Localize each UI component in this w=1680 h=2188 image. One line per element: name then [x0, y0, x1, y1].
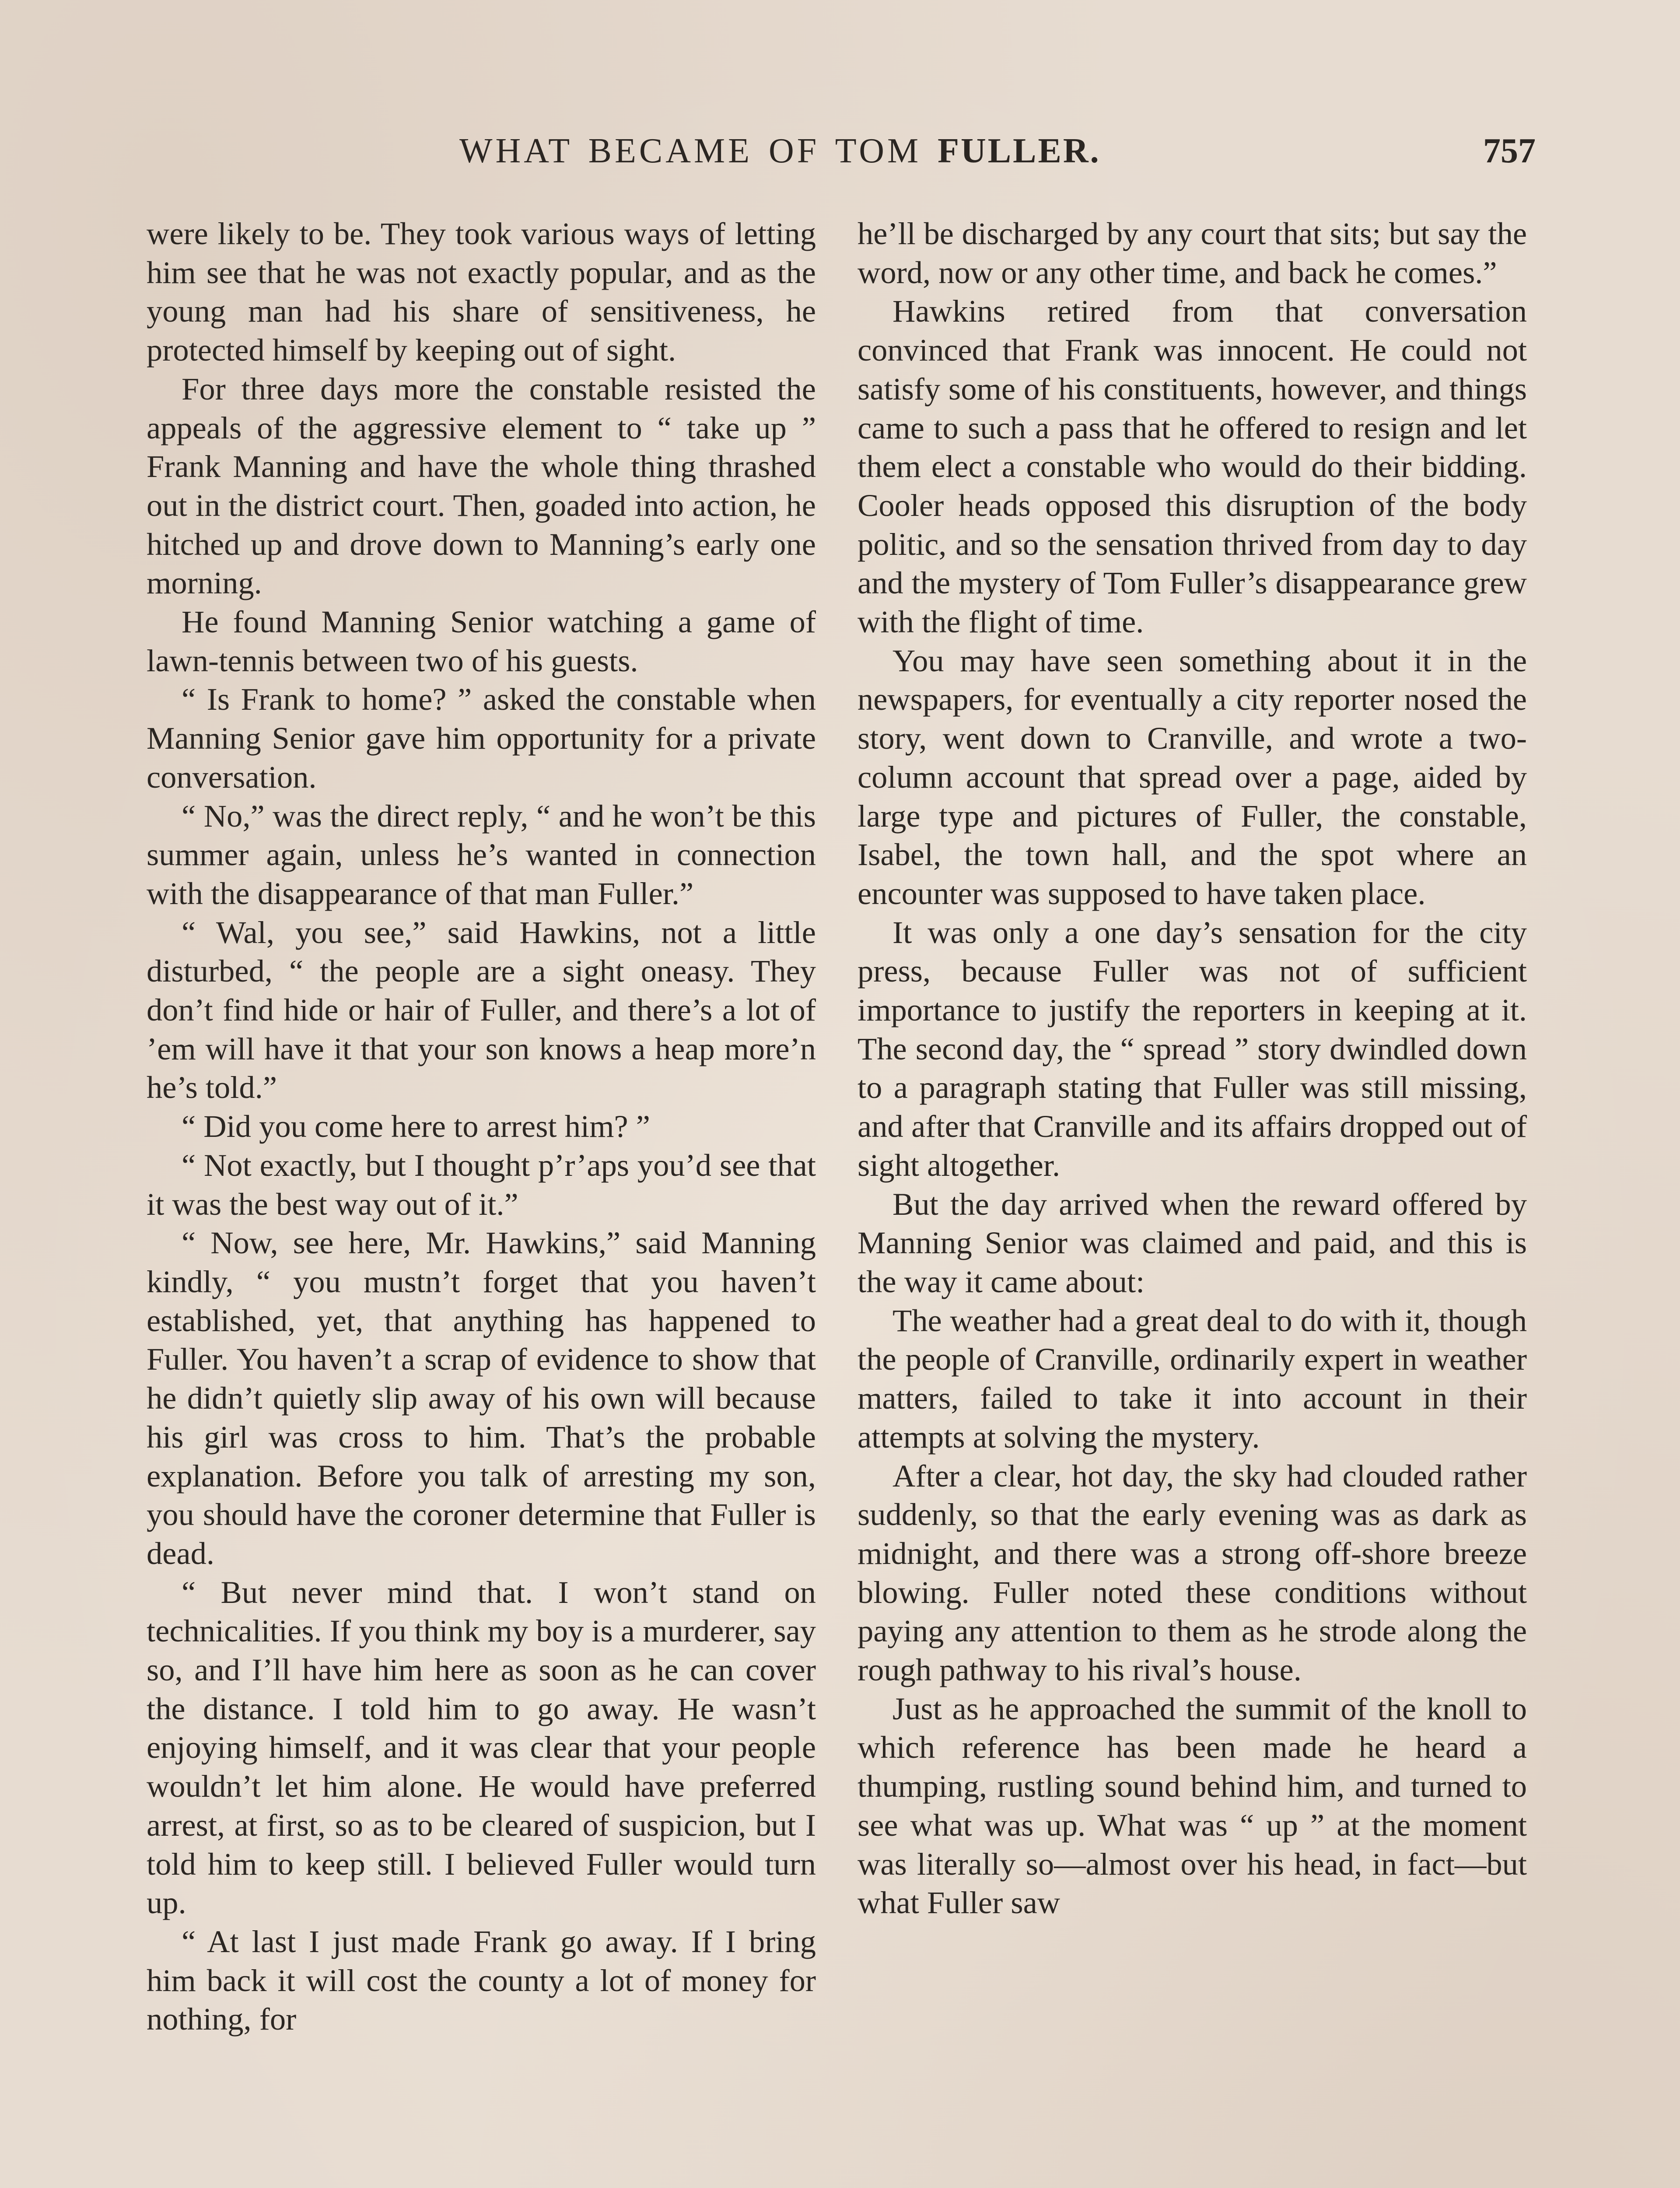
paragraph: “ Not exactly, but I thought p’r’aps you’d see that it was the best way out of it.” [147, 1147, 816, 1222]
paragraph: But the day arrived when the reward offered by Manning Senior was claimed and paid, and this is the way it came about: [858, 1186, 1527, 1299]
paragraph: “ Now, see here, Mr. Hawkins,” said Manning kindly, “ you mustn’t forget that you haven’t established, yet, that anything has happened to Fuller. You haven’t a scrap of evidence to show that he didn’t quietly slip away of his own will because his girl was cross to him. That’s the probable explanation. Before you talk of arresting my son, you should have the coroner determine that Fuller is dead. [147, 1225, 816, 1571]
running-title-end: FULLER. [938, 132, 1101, 170]
running-header [136, 127, 1536, 184]
paragraph: he’ll be discharged by any court that sits; but say the word, now or any other time, and back he comes.” [858, 216, 1527, 290]
left-column [147, 214, 816, 2039]
paragraph: It was only a one day’s sensation for the city press, because Fuller was not of sufficient importance to justify the reporters in keeping at it. The second day, the “ spread ” story dwindled down to a paragraph stating that Fuller was still missing, and after that Cranville and its affairs dropped out of sight altogether. [858, 914, 1527, 1183]
right-column [858, 214, 1527, 1922]
paragraph: For three days more the constable resisted the appeals of the aggressive element to “ take up ” Frank Manning and have the whole thing thrashed out in the district court. Then, goaded into action, he hitched up and drove down to Manning’s early one morning. [147, 371, 816, 601]
running-title [459, 127, 1101, 175]
paragraph: “ But never mind that. I won’t stand on technicalities. If you think my boy is a murderer, say so, and I’ll have him here as soon as he can cover the distance. I told him to go away. He wasn’t enjoying himself, and it was clear that your people wouldn’t let him alone. He would have preferred arrest, at first, so as to be cleared of suspicion, but I told him to keep still. I believed Fuller would turn up. [147, 1574, 816, 1921]
paragraph: After a clear, hot day, the sky had clouded rather suddenly, so that the early evening was as dark as midnight, and there was a strong off-shore breeze blowing. Fuller noted these conditions without paying any attention to them as he strode along the rough pathway to his rival’s house. [858, 1458, 1527, 1688]
paragraph: The weather had a great deal to do with it, though the people of Cranville, ordinarily expert in weather matters, failed to take it into account in their attempts at solving the mystery. [858, 1302, 1527, 1455]
paragraph: “ At last I just made Frank go away. If I bring him back it will cost the county a lot of money for nothing, for [147, 1923, 816, 2037]
paragraph: “ No,” was the direct reply, “ and he won’t be this summer again, unless he’s wanted in connection with the disappearance of that man Fuller.” [147, 798, 816, 911]
paragraph: Hawkins retired from that conversation convinced that Frank was innocent. He could not satisfy some of his constituents, however, and things came to such a pass that he offered to resign and let them elect a constable who would do their bidding. Cooler heads opposed this disruption of the body politic, and so the sensation thrived from day to day and the mystery of Tom Fuller’s disappearance grew with the flight of time. [858, 293, 1527, 640]
paragraph: “ Did you come here to arrest him? ” [182, 1108, 650, 1144]
paragraph: “ Wal, you see,” said Hawkins, not a little disturbed, “ the people are a sight oneasy. They don’t find hide or hair of Fuller, and there’s a lot of ’em will have it that your son knows a heap more’n he’s told.” [147, 914, 816, 1105]
paragraph: were likely to be. They took various ways of letting him see that he was not exactly popular, and as the young man had his share of sensitiveness, he protected himself by keeping out of sight. [147, 216, 816, 368]
running-title-start: WHAT BECAME OF TOM [459, 132, 938, 170]
paragraph: He found Manning Senior watching a game of lawn-tennis between two of his guests. [147, 604, 816, 678]
paragraph: “ Is Frank to home? ” asked the constable when Manning Senior gave him opportunity for a private conversation. [147, 681, 816, 795]
page-number: 757 [1483, 132, 1536, 170]
paragraph: You may have seen something about it in the newspapers, for eventually a city reporter nosed the story, went down to Cranville, and wrote a two-column account that spread over a page, aided by large type and pictures of Fuller, the constable, Isabel, the town hall, and the spot where an encounter was supposed to have taken place. [858, 642, 1527, 911]
paragraph: Just as he approached the summit of the knoll to which reference has been made he heard a thumping, rustling sound behind him, and turned to see what was up. What was “ up ” at the moment was literally so—almost over his head, in fact—but what Fuller saw [858, 1690, 1527, 1921]
